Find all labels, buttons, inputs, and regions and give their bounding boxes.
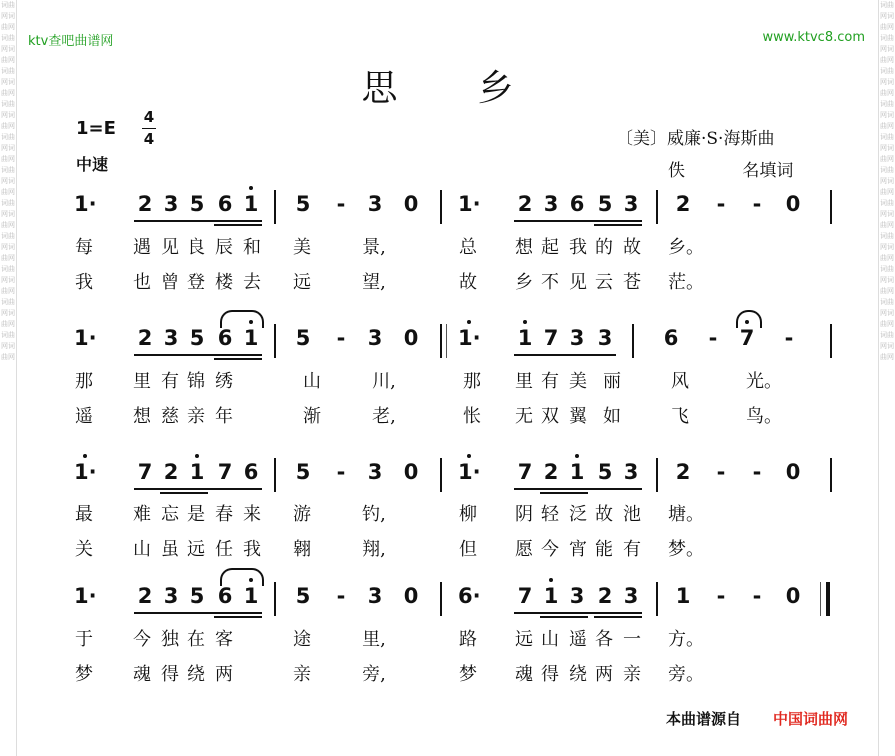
lyric-char: 和 (243, 237, 261, 258)
underline-beam (214, 358, 262, 360)
note: 1 (240, 326, 262, 350)
lyric-char: 山 (303, 371, 321, 392)
note: - (336, 584, 346, 608)
lyric-char: 景, (362, 237, 386, 258)
note: 6· (458, 584, 481, 608)
lyric-char: 我 (75, 272, 93, 293)
lyric-char: 想 (133, 406, 151, 427)
lyric-char: 美 (569, 371, 587, 392)
underline-beam (514, 220, 642, 222)
note: 1 (240, 192, 262, 216)
lyric-char: 梦。 (668, 539, 704, 560)
barline (830, 458, 832, 492)
lyric-char: 塘。 (668, 504, 704, 525)
note: 5 (295, 460, 311, 484)
lyric-char: 丽 (603, 371, 621, 392)
lyric-char: 有 (541, 371, 559, 392)
note: 2 (597, 584, 613, 608)
lyric-char: 总 (459, 237, 477, 258)
note: 1 (566, 460, 588, 484)
lyric-char: 于 (75, 629, 93, 650)
note: 1 (514, 326, 536, 350)
lyric-char: 楼 (215, 272, 233, 293)
barline (440, 458, 442, 492)
note: 2 (137, 326, 153, 350)
lyric-char: 苍 (623, 272, 641, 293)
note: - (336, 460, 346, 484)
lyric-char: 见 (161, 237, 179, 258)
note: - (752, 460, 762, 484)
note: 6 (243, 460, 259, 484)
underline-beam (514, 612, 642, 614)
note: 2 (675, 192, 691, 216)
lyric-char: 曾 (161, 272, 179, 293)
lyric-char: 今 (541, 539, 559, 560)
barline (830, 190, 832, 224)
lyric-char: 一 (623, 629, 641, 650)
note: 3 (163, 326, 179, 350)
barline (274, 582, 276, 616)
lyric-char: 两 (215, 664, 233, 685)
underline-beam (594, 616, 642, 618)
underline-beam (134, 612, 262, 614)
lyric-char: 渐 (303, 406, 321, 427)
lyric-char: 光。 (746, 371, 782, 392)
underline-beam (214, 616, 262, 618)
barline (656, 582, 658, 616)
side-watermark-right: 词曲网词曲网词曲网词曲网词曲网词曲网词曲网词曲网词曲网词曲网词曲网词曲网词曲网词曲网词曲网词曲网词曲网词曲网词曲网词曲网词曲网词曲网 (880, 1, 894, 361)
lyric-char: 梦 (459, 664, 477, 685)
lyric-char: 乡 (515, 272, 533, 293)
note: 7 (736, 326, 758, 350)
note: 6 (217, 192, 233, 216)
note: 3 (367, 326, 383, 350)
lyric-char: 途 (293, 629, 311, 650)
lyric-char: 山 (133, 539, 151, 560)
lyric-char: 老, (372, 406, 396, 427)
lyric-char: 故 (595, 504, 613, 525)
final-barline-thin (820, 582, 821, 616)
note: 1· (458, 460, 480, 484)
watermark-right-link[interactable]: www.ktvc8.com (762, 30, 865, 45)
lyric-char: 翔, (362, 539, 386, 560)
note: - (784, 326, 794, 350)
note: 1 (240, 584, 262, 608)
underline-beam (134, 354, 262, 356)
note: 5 (189, 326, 205, 350)
lyric-char: 绕 (187, 664, 205, 685)
underline-beam (514, 488, 642, 490)
lyric-char: 阴 (515, 504, 533, 525)
lyric-char: 茫。 (668, 272, 704, 293)
barline (440, 582, 442, 616)
song-title: 思乡 (361, 68, 594, 109)
note: 5 (295, 192, 311, 216)
lyric-char: 远 (515, 629, 533, 650)
note: 7 (517, 460, 533, 484)
barline (440, 190, 442, 224)
lyric-char: 每 (75, 237, 93, 258)
note: 2 (675, 460, 691, 484)
lyric-char: 我 (569, 237, 587, 258)
barline (440, 324, 442, 358)
lyric-char: 虽 (161, 539, 179, 560)
lyric-char: 锦 (187, 371, 205, 392)
lyric-char: 绣 (215, 371, 233, 392)
lyric-char: 远 (187, 539, 205, 560)
note: - (752, 584, 762, 608)
note: 3 (543, 192, 559, 216)
score-system-2 (70, 324, 840, 358)
lyric-char: 游 (293, 504, 311, 525)
lyric-char: 辰 (215, 237, 233, 258)
tie-slur (220, 568, 264, 586)
lyric-char: 今 (133, 629, 151, 650)
lyric-char: 的 (595, 237, 613, 258)
note: 1· (74, 326, 97, 350)
note: - (336, 192, 346, 216)
barline (656, 458, 658, 492)
lyric-char: 起 (541, 237, 559, 258)
source-site-link[interactable]: 中国词曲网 (773, 710, 849, 728)
lyric-char: 但 (459, 539, 477, 560)
note: 1· (74, 460, 96, 484)
barline (274, 458, 276, 492)
lyric-char: 各 (595, 629, 613, 650)
note: 0 (403, 326, 419, 350)
time-signature-top: 4 (143, 108, 155, 126)
note: 2 (543, 460, 559, 484)
note: 3 (623, 460, 639, 484)
lyric-char: 如 (603, 406, 621, 427)
lyric-char: 见 (569, 272, 587, 293)
left-border-line (16, 0, 17, 756)
lyric-char: 里 (515, 371, 533, 392)
lyric-char: 魂 (133, 664, 151, 685)
lyric-char: 翱 (293, 539, 311, 560)
lyric-char: 魂 (515, 664, 533, 685)
barline (830, 324, 832, 358)
lyric-char: 最 (75, 504, 93, 525)
lyric-char: 风 (671, 371, 689, 392)
lyric-char: 我 (243, 539, 261, 560)
lyric-char: 飞 (671, 406, 689, 427)
note: 0 (785, 192, 801, 216)
note: 3 (163, 192, 179, 216)
note: 1· (458, 192, 481, 216)
lyric-char: 来 (243, 504, 261, 525)
note: 0 (403, 584, 419, 608)
lyric-char: 也 (133, 272, 151, 293)
note: 3 (367, 192, 383, 216)
note: 2 (137, 192, 153, 216)
lyric-char: 池 (623, 504, 641, 525)
barline (632, 324, 634, 358)
note: 0 (785, 460, 801, 484)
tie-slur (220, 310, 264, 328)
note: 7 (217, 460, 233, 484)
note: 3 (367, 584, 383, 608)
note: - (716, 460, 726, 484)
lyric-char: 远 (293, 272, 311, 293)
lyric-char: 有 (623, 539, 641, 560)
underline-beam (134, 488, 262, 490)
note: 3 (569, 584, 585, 608)
tie-slur (736, 310, 762, 328)
lyric-char: 得 (541, 664, 559, 685)
score-system-3 (70, 458, 840, 492)
barline (656, 190, 658, 224)
note: 5 (597, 460, 613, 484)
note: 6 (663, 326, 679, 350)
note: 6 (217, 326, 233, 350)
lyric-char: 年 (215, 406, 233, 427)
underline-beam (214, 224, 262, 226)
lyric-char: 里, (362, 629, 386, 650)
lyric-char: 能 (595, 539, 613, 560)
lyric-char: 遥 (75, 406, 93, 427)
lyric-char: 旁, (362, 664, 386, 685)
lyric-char: 云 (595, 272, 613, 293)
lyric-char: 故 (459, 272, 477, 293)
lyric-char: 故 (623, 237, 641, 258)
lyric-char: 登 (187, 272, 205, 293)
underline-beam (160, 492, 208, 494)
underline-beam (594, 224, 642, 226)
lyric-char: 泛 (569, 504, 587, 525)
lyric-char: 旁。 (668, 664, 704, 685)
lyric-char: 是 (187, 504, 205, 525)
lyric-char: 绕 (569, 664, 587, 685)
note: - (716, 192, 726, 216)
lyric-char: 两 (595, 664, 613, 685)
lyric-char: 想 (515, 237, 533, 258)
note: 5 (295, 584, 311, 608)
note: 5 (295, 326, 311, 350)
note: 6 (569, 192, 585, 216)
note: 7 (543, 326, 559, 350)
lyric-char: 翼 (569, 406, 587, 427)
lyric-char: 美 (293, 237, 311, 258)
lyric-char: 乡。 (668, 237, 704, 258)
final-barline-thick (826, 582, 830, 616)
note: 1· (458, 326, 480, 350)
tempo-marking: 中速 (76, 155, 109, 174)
note: 6 (217, 584, 233, 608)
lyric-char: 春 (215, 504, 233, 525)
lyric-char: 遥 (569, 629, 587, 650)
underline-beam (540, 492, 588, 494)
lyric-char: 有 (161, 371, 179, 392)
barline (274, 324, 276, 358)
lyric-char: 那 (463, 371, 481, 392)
key-signature: 1=E (76, 118, 116, 139)
time-signature-bottom: 4 (143, 130, 155, 148)
barline (446, 324, 447, 358)
lyric-char: 望, (362, 272, 386, 293)
note: 0 (785, 584, 801, 608)
lyric-char: 柳 (459, 504, 477, 525)
lyric-char: 亲 (187, 406, 205, 427)
note: 7 (137, 460, 153, 484)
note: 1 (675, 584, 691, 608)
lyric-char: 那 (75, 371, 93, 392)
underline-beam (514, 354, 616, 356)
note: 7 (517, 584, 533, 608)
composer-credit: 〔美〕威廉·S·海斯曲 (616, 129, 775, 149)
source-label: 本曲谱源自 (666, 710, 742, 728)
note: 1 (186, 460, 208, 484)
note: 1 (540, 584, 562, 608)
note: 1· (74, 192, 97, 216)
note: - (716, 584, 726, 608)
lyric-char: 双 (541, 406, 559, 427)
lyric-char: 得 (161, 664, 179, 685)
note: 0 (403, 460, 419, 484)
lyric-char: 梦 (75, 664, 93, 685)
note: 2 (163, 460, 179, 484)
lyric-char: 不 (541, 272, 559, 293)
lyric-char: 难 (133, 504, 151, 525)
lyric-char: 亲 (623, 664, 641, 685)
barline (274, 190, 276, 224)
lyric-char: 慈 (161, 406, 179, 427)
lyricist-credit: 佚 名填词 (668, 161, 794, 181)
time-signature (142, 108, 156, 149)
lyric-char: 在 (187, 629, 205, 650)
note: 1· (74, 584, 97, 608)
side-watermark-left: 词曲网词曲网词曲网词曲网词曲网词曲网词曲网词曲网词曲网词曲网词曲网词曲网词曲网词曲网词曲网词曲网词曲网词曲网词曲网词曲网词曲网词曲网 (1, 1, 15, 361)
lyric-char: 鸟。 (746, 406, 782, 427)
lyric-char: 山 (541, 629, 559, 650)
lyric-char: 客 (215, 629, 233, 650)
lyric-char: 遇 (133, 237, 151, 258)
note: 3 (623, 192, 639, 216)
note: - (336, 326, 346, 350)
note: 3 (623, 584, 639, 608)
lyric-char: 方。 (668, 629, 704, 650)
lyric-char: 路 (459, 629, 477, 650)
lyric-char: 钓, (362, 504, 386, 525)
note: - (752, 192, 762, 216)
underline-beam (134, 220, 262, 222)
lyric-char: 关 (75, 539, 93, 560)
lyric-char: 愿 (515, 539, 533, 560)
lyric-char: 任 (215, 539, 233, 560)
lyric-char: 里 (133, 371, 151, 392)
lyric-char: 去 (243, 272, 261, 293)
note: 2 (517, 192, 533, 216)
lyric-char: 良 (187, 237, 205, 258)
note: - (708, 326, 718, 350)
watermark-left-link[interactable]: ktv查吧曲谱网 (28, 34, 114, 49)
lyric-char: 宵 (569, 539, 587, 560)
lyric-char: 忘 (161, 504, 179, 525)
lyric-char: 亲 (293, 664, 311, 685)
note: 5 (189, 192, 205, 216)
note: 5 (189, 584, 205, 608)
note: 2 (137, 584, 153, 608)
lyric-char: 川, (372, 371, 396, 392)
lyric-char: 独 (161, 629, 179, 650)
note: 5 (597, 192, 613, 216)
lyric-char: 轻 (541, 504, 559, 525)
note: 3 (569, 326, 585, 350)
score-system-1 (70, 190, 840, 224)
note: 3 (597, 326, 613, 350)
note: 0 (403, 192, 419, 216)
lyric-char: 怅 (463, 406, 481, 427)
score-system-4 (70, 582, 840, 616)
lyric-char: 无 (515, 406, 533, 427)
underline-beam (540, 616, 588, 618)
right-border-line (878, 0, 879, 756)
note: 3 (163, 584, 179, 608)
note: 3 (367, 460, 383, 484)
